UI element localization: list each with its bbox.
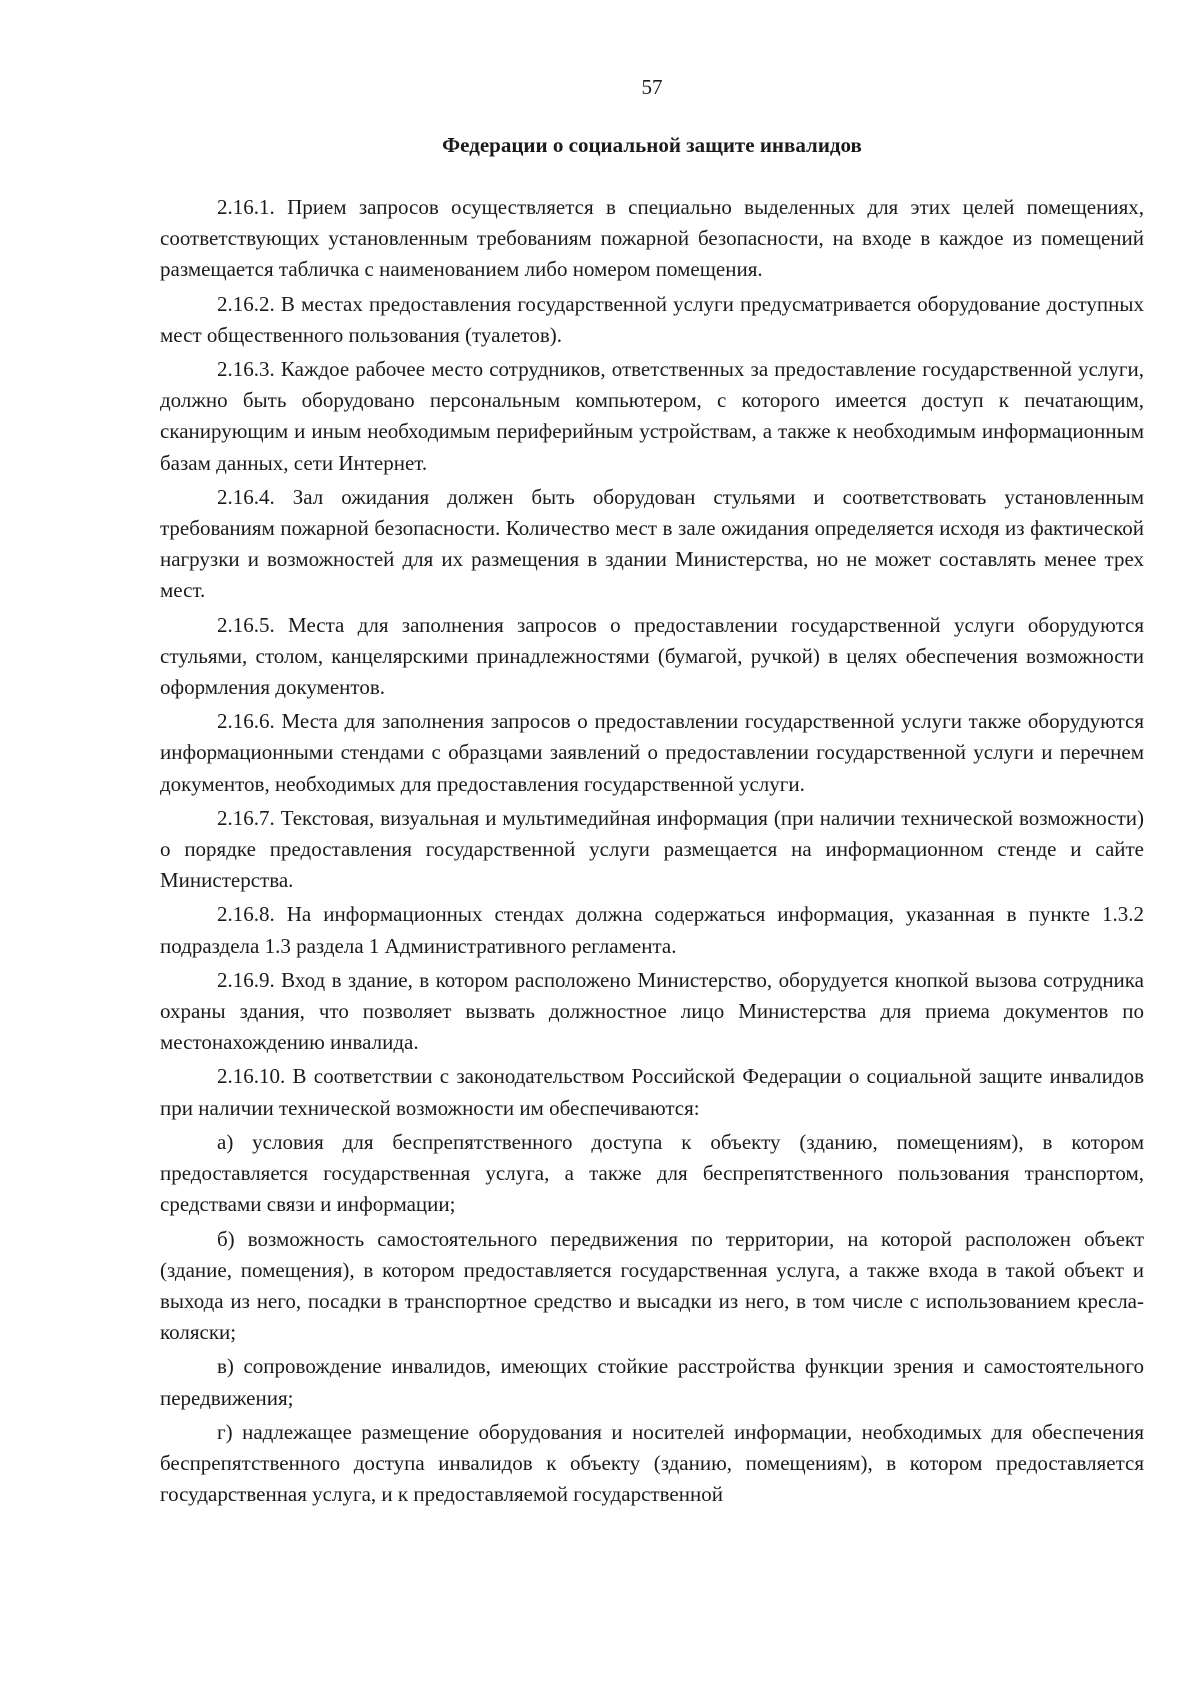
paragraph-2-16-1: 2.16.1. Прием запросов осуществляется в специально выделенных для этих целей помещениях, соответствующих установленным требованиям пожарной безопасности, на входе в каждое из помещений размещается табличка с наименованием либо номером помещения. — [160, 195, 1144, 282]
list-item-a: а) условия для беспрепятственного доступа к объекту (зданию, помещениям), в котором предоставляется государственная услуга, а также для беспрепятственного пользования транспортом, средствами связи и информации; — [160, 1129, 1144, 1217]
list-item-g: г) надлежащее размещение оборудования и носителей информации, необходимых для обеспечения беспрепятственного доступа инвалидов к объекту (зданию, помещениям), в котором предоставляется государственная услуга, и к предоставляемой государственной — [160, 1419, 1144, 1507]
paragraph-2-16-9: 2.16.9. Вход в здание, в котором расположено Министерство, оборудуется кнопкой вызова сотрудника охраны здания, что позволяет вызвать должностное лицо Министерства для приема документов по местонахождению инвалида. — [160, 967, 1144, 1055]
page-number: 57 — [641, 75, 663, 99]
paragraph-2-16-2: 2.16.2. В местах предоставления государственной услуги предусматривается оборудование доступных мест общественного пользования (туалетов). — [160, 291, 1144, 347]
paragraph-2-16-3: 2.16.3. Каждое рабочее место сотрудников, ответственных за предоставление государственной услуги, должно быть оборудовано персональным компьютером, с которого имеется доступ к печатающим, сканирующим и иным необходимым периферийным устройствам, а также к необходимым информационным базам данных, сети Интернет. — [160, 357, 1144, 475]
paragraph-2-16-6: 2.16.6. Места для заполнения запросов о предоставлении государственной услуги также оборудуются информационными стендами с образцами заявлений о предоставлении государственной услуги и перечнем документов, необходимых для предоставления государственной услуги. — [160, 709, 1144, 796]
list-item-v: в) сопровождение инвалидов, имеющих стойкие расстройства функции зрения и самостоятельного передвижения; — [160, 1354, 1144, 1410]
paragraph-2-16-4: 2.16.4. Зал ожидания должен быть оборудован стульями и соответствовать установленным требованиям пожарной безопасности. Количество мест в зале ожидания определяется исходя из фактической нагрузки и возможностей для их размещения в здании Министерства, но не может составлять менее трех мест. — [160, 484, 1144, 603]
paragraph-2-16-8: 2.16.8. На информационных стендах должна содержаться информация, указанная в пункте 1.3.2 подраздела 1.3 раздела 1 Административного регламента. — [160, 902, 1144, 958]
paragraph-2-16-5: 2.16.5. Места для заполнения запросов о предоставлении государственной услуги оборудуются стульями, столом, канцелярскими принадлежностями (бумагой, ручкой) в целях обеспечения возможности оформления документов. — [160, 612, 1144, 700]
paragraph-2-16-10: 2.16.10. В соответствии с законодательством Российской Федерации о социальной защите инвалидов при наличии технической возможности им обеспечиваются: — [160, 1064, 1144, 1120]
document-body — [160, 192, 1144, 1513]
list-item-b: б) возможность самостоятельного передвижения по территории, на которой расположен объект (здание, помещения), в котором предоставляется государственная услуга, а также входа в такой объект и выхода из него, посадки в транспортное средство и высадки из него, в том числе с использованием кресла-коляски; — [160, 1226, 1144, 1345]
section-heading: Федерации о социальной защите инвалидов — [442, 133, 862, 157]
paragraph-2-16-7: 2.16.7. Текстовая, визуальная и мультимедийная информация (при наличии технической возможности) о порядке предоставления государственной услуги размещается на информационном стенде и сайте Министерства. — [160, 805, 1144, 893]
